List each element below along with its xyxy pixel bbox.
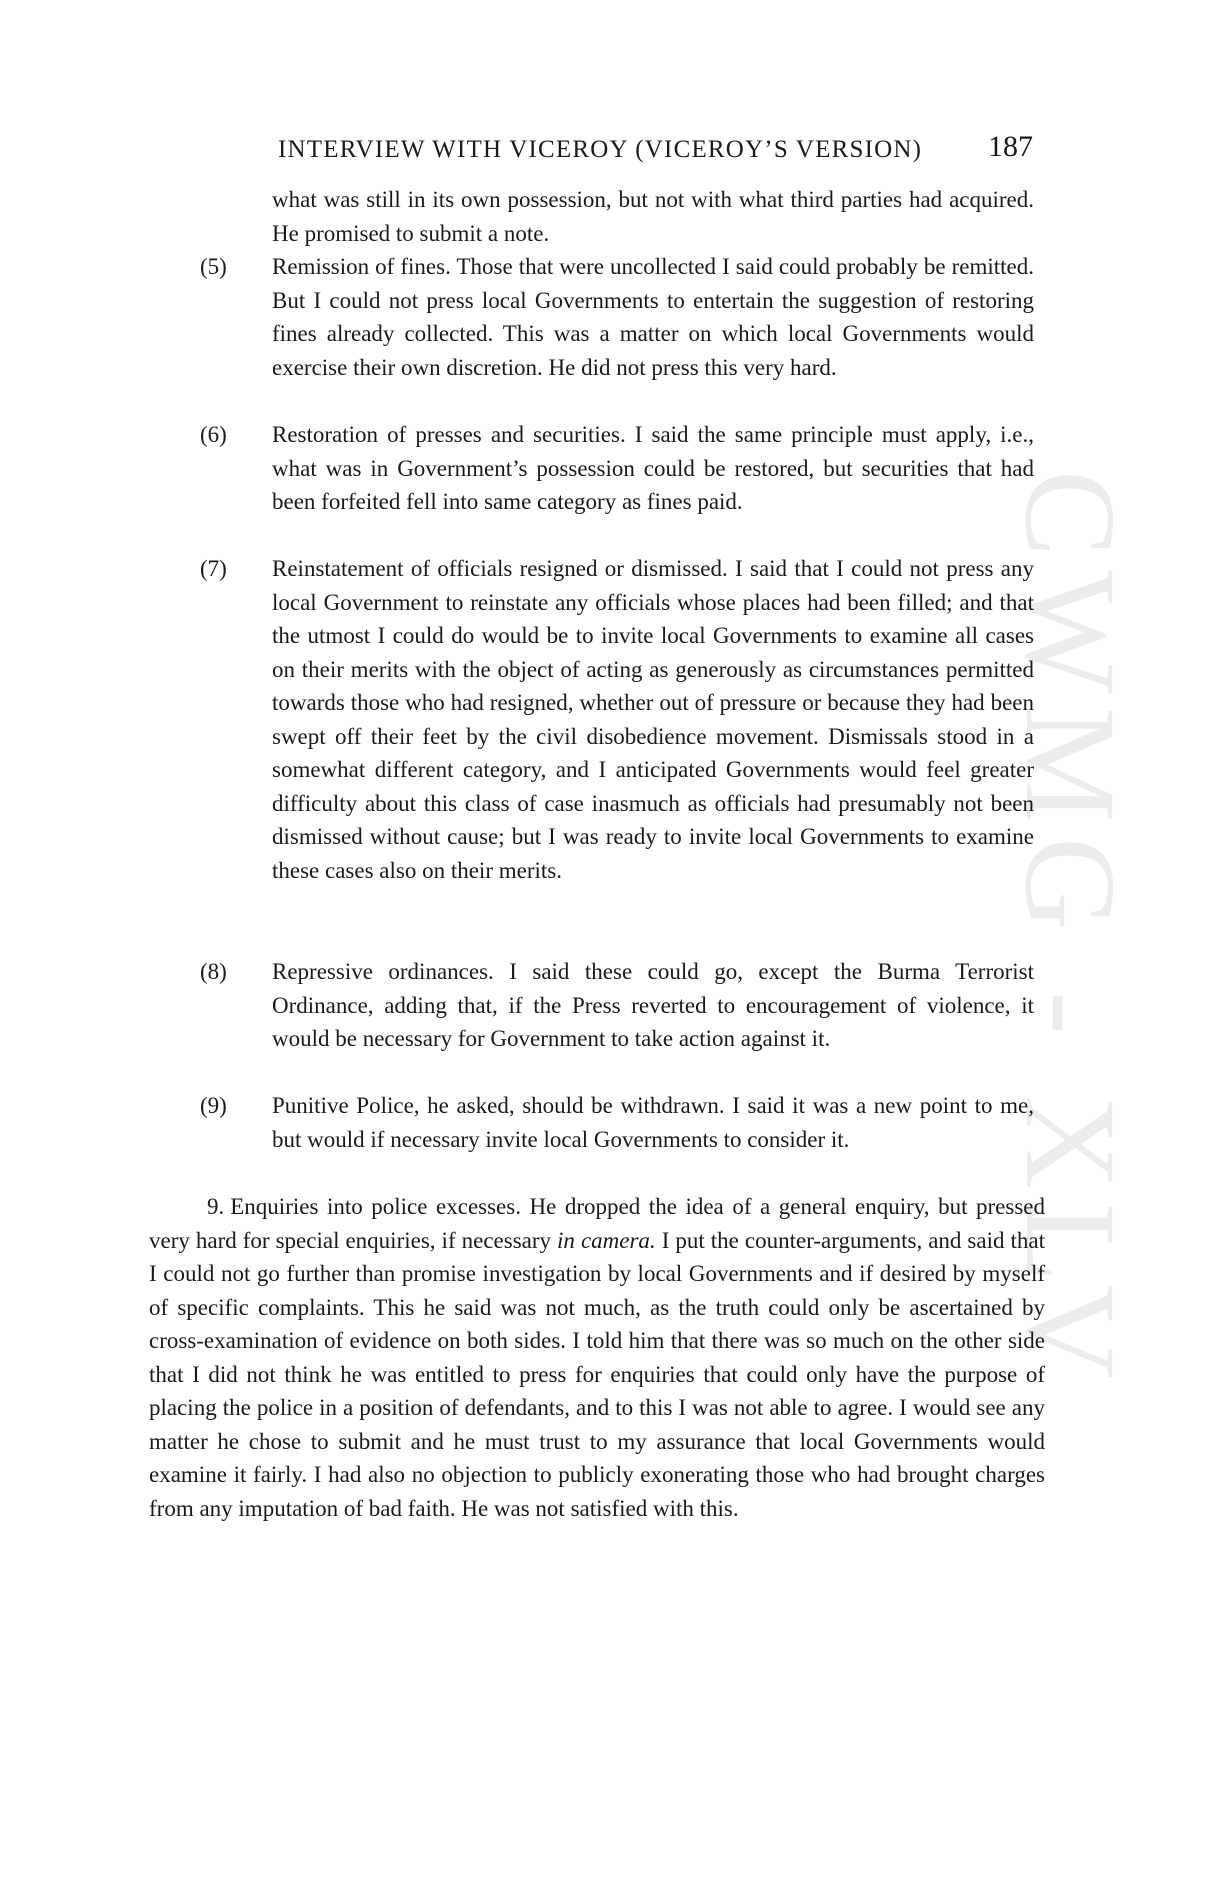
item-text: Restoration of presses and securities. I said the same principle must apply, i.e., what was in Government’s possession could be restored, but securities that had been forfeited fell into same category as fines paid. xyxy=(272,422,1034,514)
item-number: (7) xyxy=(200,556,227,581)
item-text: Repressive ordinances. I said these could go, except the Burma Terrorist Ordinance, adding that, if the Press reverted to encouragement of violence, it would be necessary for Government to take action against it. xyxy=(272,959,1034,1051)
paragraph-9 xyxy=(149,1190,1045,1525)
item-text: Remission of fines. Those that were uncollected I said could probably be remitted. But I could not press local Governments to entertain the suggestion of restoring fines already collected. This was a matter on which local Governments would exercise their own discretion. He did not press this very hard. xyxy=(272,254,1034,380)
item-number: (6) xyxy=(200,422,227,447)
paragraph-text-continued: I put the counter-arguments, and said that I could not go further than promise investigation by local Governments and if desired by myself of specific complaints. This he said was not much, as the truth could only be ascertained by cross-examination of evidence on both sides. I told him that there was so much on the other side that I did not think he was entitled to press for enquiries that could only have the purpose of placing the police in a position of defendants, and to this I was not able to agree. I would see any matter he chose to submit and he must trust to my assurance that local Governments would examine it fairly. I had also no objection to publicly exonerating those who had brought charges from any imputation of bad faith. He was not satisfied with this. xyxy=(149,1227,1045,1521)
running-title: INTERVIEW WITH VICEROY (VICEROY’S VERSION) xyxy=(278,136,923,163)
running-head xyxy=(278,130,1033,170)
item-text: Reinstatement of officials resigned or dismissed. I said that I could not press any local Government to reinstate any officials whose places had been filled; and that the utmost I could do would be to invite local Governments to examine all cases on their merits with the object of acting as generously as circumstances permitted towards those who had resigned, whether out of pressure or because they had been swept off their feet by the civil disobedience movement. Dismissals stood in a somewhat different category, and I anticipated Governments would feel greater difficulty about this class of case inasmuch as officials had presumably not been dismissed without cause; but I was ready to invite local Governments to examine these cases also on their merits. xyxy=(272,556,1034,883)
paragraph-text: Enquiries into police excesses. He dropped the idea of a general enquiry, but pressed very hard for special enquiries, if necessary xyxy=(149,1194,1045,1253)
paragraph-italic-text: in camera. xyxy=(557,1227,656,1253)
page-number: 187 xyxy=(988,130,1033,163)
item-text: what was still in its own possession, but not with what third parties had acquired. He promised to submit a note. xyxy=(272,187,1034,246)
item-text: Punitive Police, he asked, should be withdrawn. I said it was a new point to me, but would if necessary invite local Governments to consider it. xyxy=(272,1093,1034,1152)
watermark: CWMG - XLV xyxy=(998,470,1142,1393)
item-number: (8) xyxy=(200,959,227,984)
item-number: (9) xyxy=(200,1093,227,1118)
paragraph-number: 9. xyxy=(207,1194,225,1219)
item-number: (5) xyxy=(200,254,227,279)
